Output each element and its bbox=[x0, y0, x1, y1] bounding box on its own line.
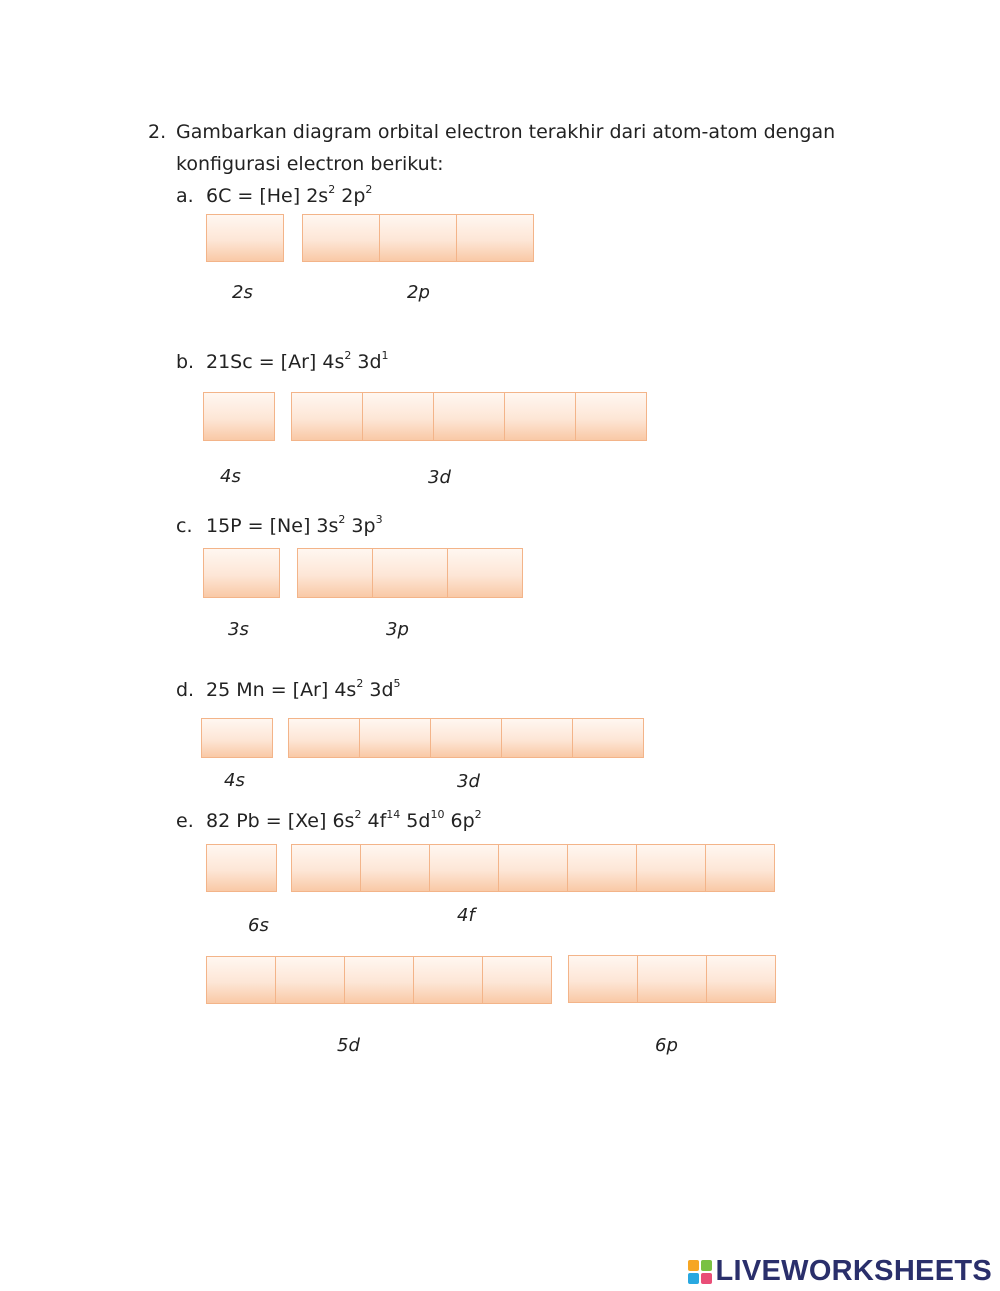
orbital-box[interactable] bbox=[206, 844, 277, 892]
item-e-label-6p: 6p bbox=[655, 1035, 678, 1056]
orbital-box[interactable] bbox=[705, 844, 775, 892]
item-a-label-2p: 2p bbox=[407, 282, 430, 303]
orbital-box[interactable] bbox=[504, 392, 576, 441]
item-a-letter: a. bbox=[176, 185, 194, 207]
orbital-box[interactable] bbox=[572, 718, 644, 758]
orbital-box[interactable] bbox=[482, 956, 552, 1004]
orbital-box[interactable] bbox=[297, 548, 373, 598]
orbital-box[interactable] bbox=[498, 844, 568, 892]
orbital-box[interactable] bbox=[567, 844, 637, 892]
item-a-label-2s: 2s bbox=[232, 282, 253, 303]
item-d-3d-orbitals bbox=[288, 718, 644, 758]
orbital-box[interactable] bbox=[275, 956, 345, 1004]
orbital-box[interactable] bbox=[302, 214, 380, 262]
orbital-box[interactable] bbox=[360, 844, 430, 892]
orbital-box[interactable] bbox=[291, 392, 363, 441]
orbital-box[interactable] bbox=[575, 392, 647, 441]
orbital-box[interactable] bbox=[456, 214, 534, 262]
orbital-box[interactable] bbox=[636, 844, 706, 892]
item-b-label-4s: 4s bbox=[220, 466, 241, 487]
brand-text: LIVEWORKSHEETS bbox=[715, 1255, 992, 1287]
orbital-box[interactable] bbox=[706, 955, 776, 1003]
item-c-label-3p: 3p bbox=[386, 619, 409, 640]
item-a-configuration: 6C = [He] $2s^2$ $2p^2$ bbox=[206, 182, 373, 207]
item-c-3s-orbital bbox=[203, 548, 280, 598]
orbital-box[interactable] bbox=[501, 718, 573, 758]
orbital-box[interactable] bbox=[203, 548, 280, 598]
item-d-label-4s: 4s bbox=[224, 770, 245, 791]
item-c-configuration: 15P = [Ne] $3s^2$ $3p^3$ bbox=[206, 512, 383, 537]
item-b-4s-orbital bbox=[203, 392, 275, 441]
question-text-line1: Gambarkan diagram orbital electron terakhir dari atom-atom dengan bbox=[176, 121, 836, 143]
item-e-6s-orbital bbox=[206, 844, 277, 892]
orbital-box[interactable] bbox=[206, 214, 284, 262]
item-e-label-5d: 5d bbox=[337, 1035, 360, 1056]
orbital-box[interactable] bbox=[447, 548, 523, 598]
question-text-line2: konfigurasi electron berikut: bbox=[176, 153, 444, 175]
orbital-box[interactable] bbox=[201, 718, 273, 758]
liveworksheets-logo-icon bbox=[688, 1260, 712, 1284]
item-c-3p-orbitals bbox=[297, 548, 523, 598]
orbital-box[interactable] bbox=[430, 718, 502, 758]
item-d-letter: d. bbox=[176, 679, 195, 701]
item-b-configuration: 21Sc = [Ar] $4s^2$ $3d^1$ bbox=[206, 348, 389, 373]
orbital-box[interactable] bbox=[433, 392, 505, 441]
item-b-label-3d: 3d bbox=[428, 467, 451, 488]
item-e-label-6s: 6s bbox=[248, 915, 269, 936]
item-c-label-3s: 3s bbox=[228, 619, 249, 640]
liveworksheets-brand bbox=[688, 1255, 993, 1288]
orbital-box[interactable] bbox=[344, 956, 414, 1004]
item-d-4s-orbital bbox=[201, 718, 273, 758]
orbital-box[interactable] bbox=[206, 956, 276, 1004]
item-e-4f-orbitals bbox=[291, 844, 775, 892]
orbital-box[interactable] bbox=[203, 392, 275, 441]
orbital-box[interactable] bbox=[362, 392, 434, 441]
item-c-letter: c. bbox=[176, 515, 193, 537]
item-d-configuration: 25 Mn = [Ar] $4s^2$ $3d^5$ bbox=[206, 676, 401, 701]
orbital-box[interactable] bbox=[372, 548, 448, 598]
item-e-6p-orbitals bbox=[568, 955, 776, 1003]
orbital-box[interactable] bbox=[568, 955, 638, 1003]
question-number: 2. bbox=[148, 121, 167, 143]
item-b-letter: b. bbox=[176, 351, 195, 373]
orbital-box[interactable] bbox=[413, 956, 483, 1004]
item-a-2s-orbital bbox=[206, 214, 284, 262]
orbital-box[interactable] bbox=[429, 844, 499, 892]
item-b-3d-orbitals bbox=[291, 392, 647, 441]
item-a-2p-orbitals bbox=[302, 214, 534, 262]
orbital-box[interactable] bbox=[637, 955, 707, 1003]
item-e-letter: e. bbox=[176, 810, 194, 832]
item-e-configuration: 82 Pb = [Xe] $6s^2$ $4f^{14}$ $5d^{10}$ $6p^2$ bbox=[206, 807, 482, 832]
item-d-label-3d: 3d bbox=[457, 771, 480, 792]
orbital-box[interactable] bbox=[288, 718, 360, 758]
orbital-box[interactable] bbox=[359, 718, 431, 758]
orbital-box[interactable] bbox=[291, 844, 361, 892]
item-e-5d-orbitals bbox=[206, 956, 552, 1004]
orbital-box[interactable] bbox=[379, 214, 457, 262]
item-e-label-4f: 4f bbox=[457, 905, 475, 926]
